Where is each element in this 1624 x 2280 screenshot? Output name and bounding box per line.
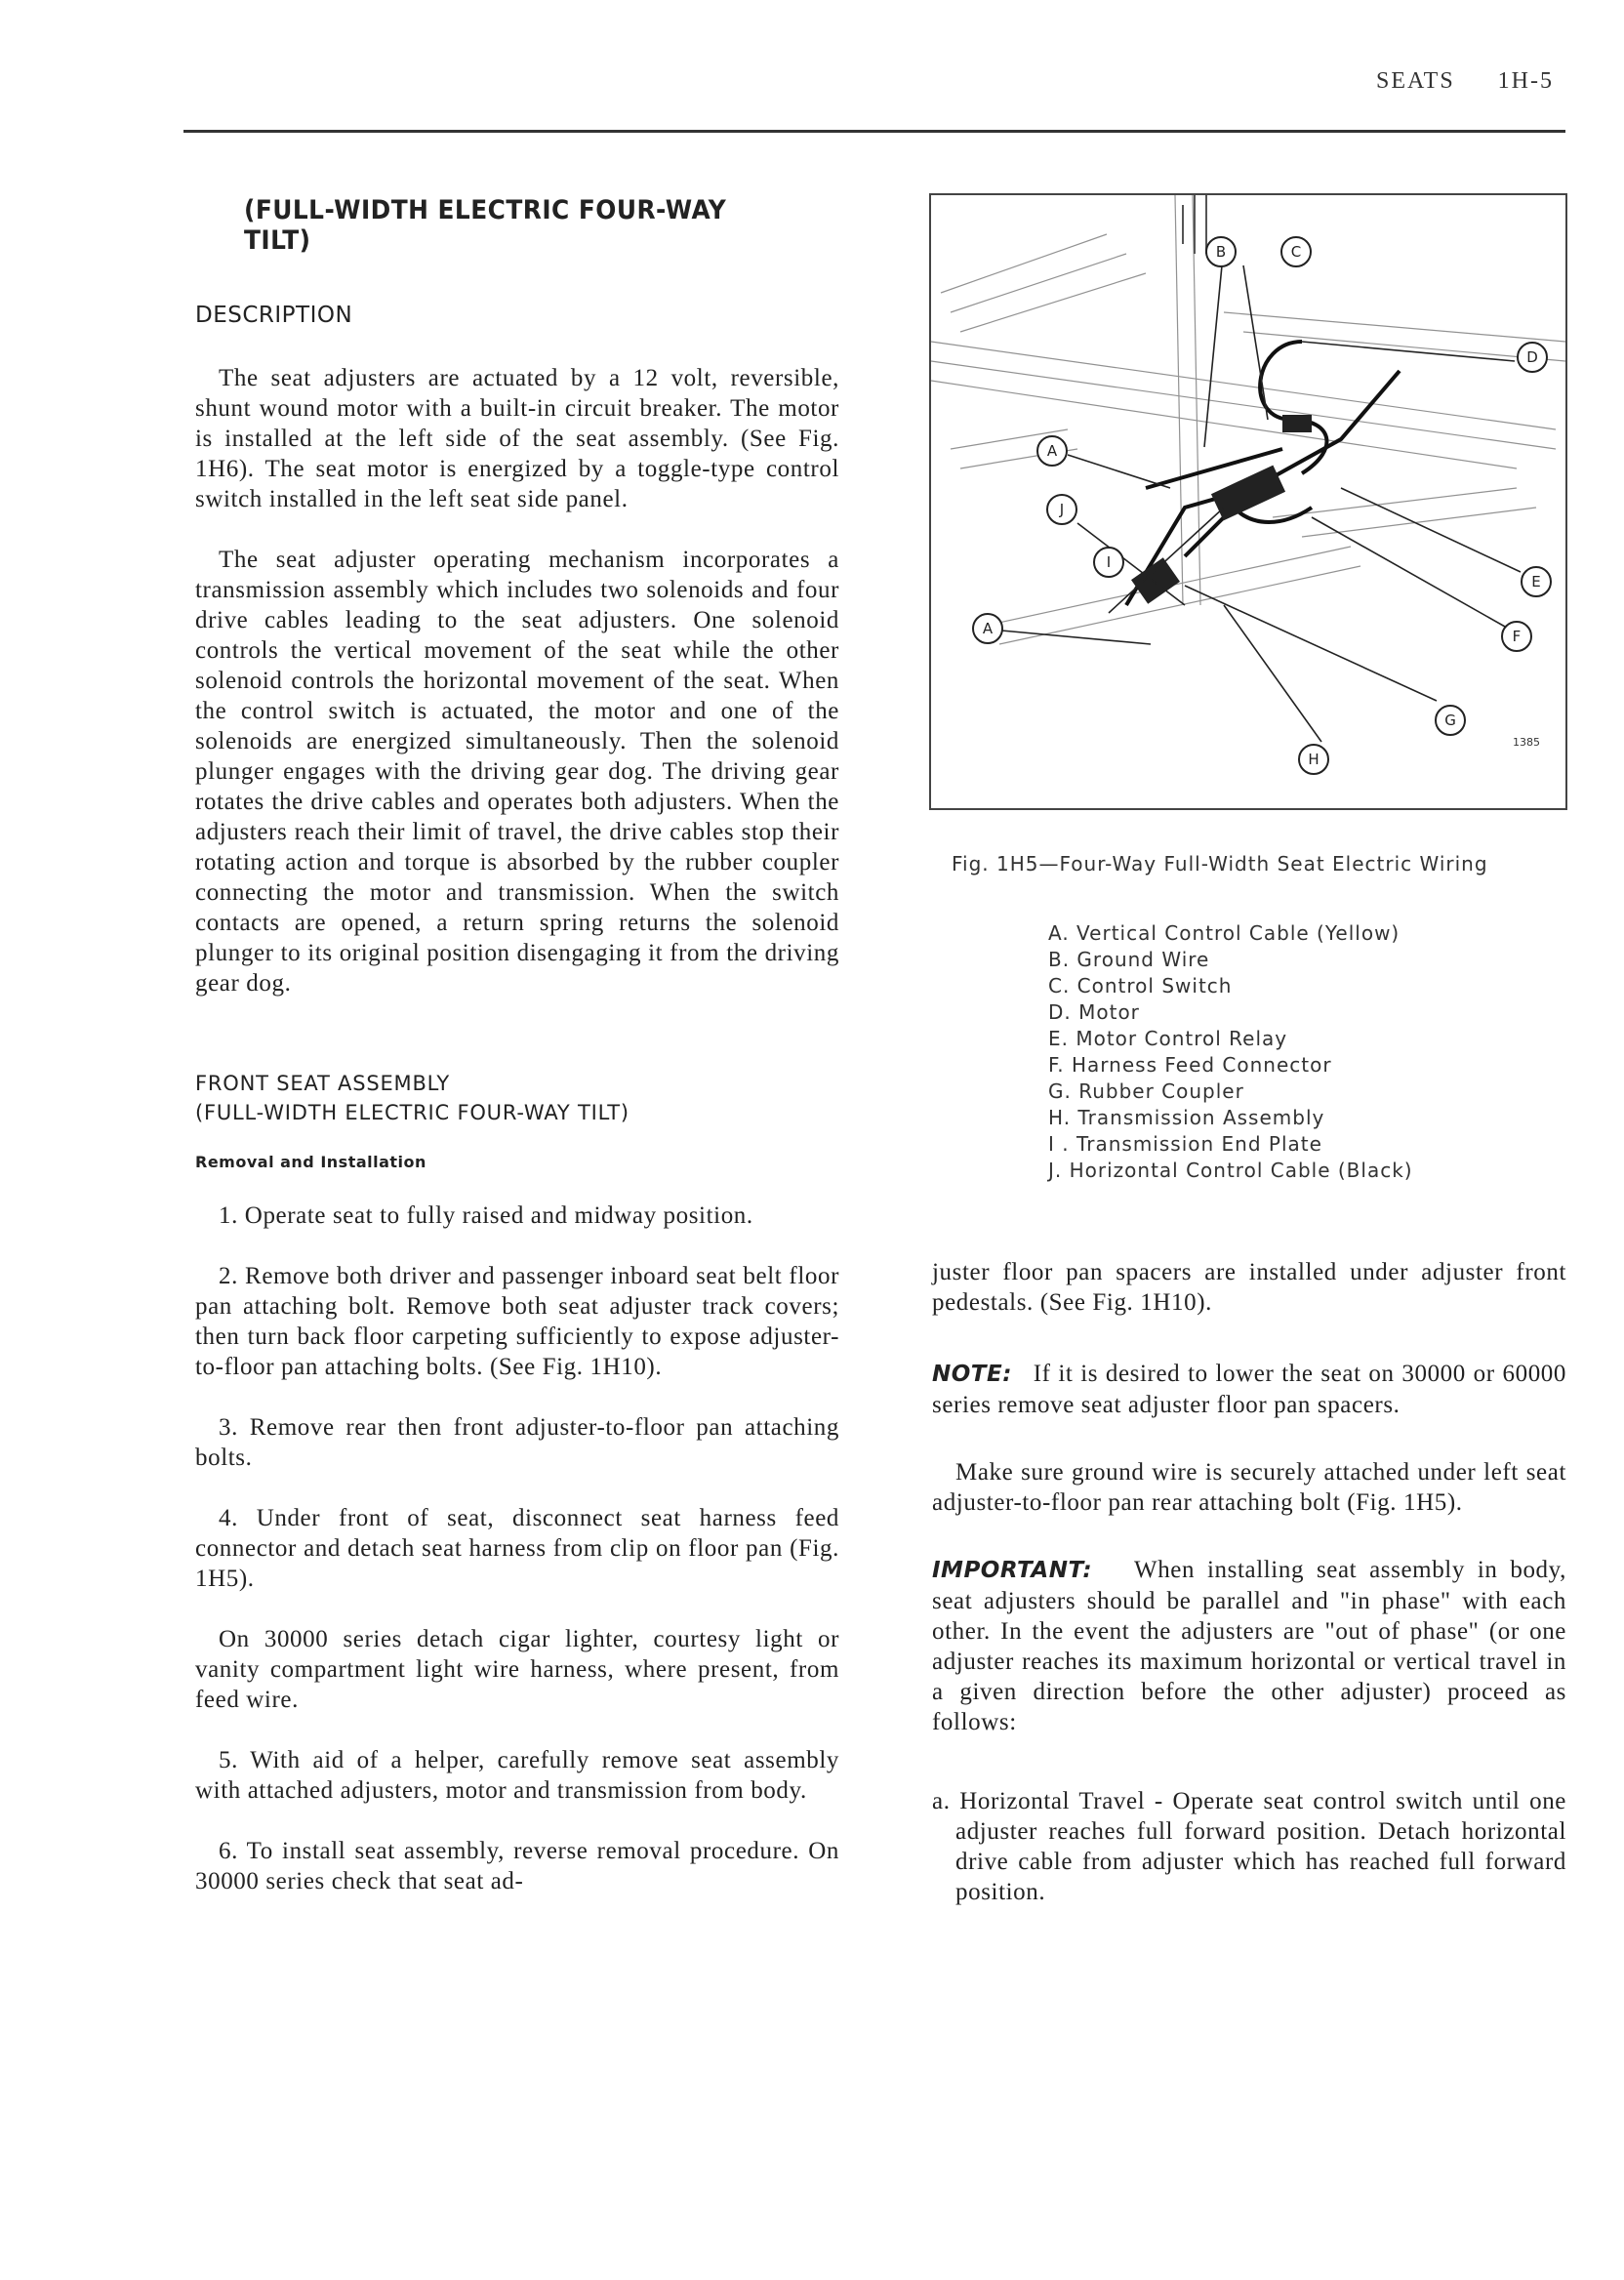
callout-H: H — [1308, 751, 1320, 768]
removal-steps — [195, 1201, 839, 1896]
figure-caption: Fig. 1H5—Four-Way Full-Width Seat Electric Wiring — [952, 852, 1488, 875]
legend-item-j: J. Horizontal Control Cable (Black) — [1048, 1159, 1413, 1182]
step-4-note: On 30000 series detach cigar lighter, courtesy light or vanity compartment light wire harness, where present, from feed wire. — [195, 1626, 839, 1713]
left-column — [195, 195, 839, 1927]
callout-A-lower: A — [982, 620, 994, 637]
running-header — [1376, 68, 1554, 95]
header-page-number: 1H-5 — [1497, 68, 1554, 94]
important-paragraph — [932, 1555, 1566, 1737]
step-6: 6. To install seat assembly, reverse removal procedure. On 30000 series check that seat ad- — [195, 1838, 839, 1894]
step-3: 3. Remove rear then front adjuster-to-floor pan attaching bolts. — [195, 1414, 839, 1471]
callout-E: E — [1531, 573, 1541, 590]
legend-item-g: G. Rubber Coupler — [1048, 1079, 1244, 1103]
callout-G: G — [1444, 712, 1456, 729]
legend-item-i: I . Transmission End Plate — [1048, 1132, 1322, 1156]
figure-legend — [1048, 920, 1413, 1184]
wiring-illustration — [931, 195, 1565, 808]
step-5: 5. With aid of a helper, carefully remove seat assembly with attached adjusters, motor and transmission from body. — [195, 1747, 839, 1804]
step-4: 4. Under front of seat, disconnect seat harness feed connector and detach seat harness from clip on floor pan (Fig. 1H5). — [195, 1505, 839, 1592]
important-text: When installing seat assembly in body, seat adjusters should be parallel and "in phase" with each other. In the event the adjusters are "out of phase" (or one adjuster reaches its maximum horizontal or vertical travel in a given direction before the other adjuster) proceed as follows: — [932, 1557, 1566, 1735]
continued-paragraph: juster floor pan spacers are installed under adjuster front pedestals. (See Fig. 1H10). — [932, 1259, 1566, 1316]
legend-item-b: B. Ground Wire — [1048, 948, 1210, 971]
header-section: SEATS — [1375, 68, 1455, 94]
description-paragraph-1: The seat adjusters are actuated by a 12 volt, reversible, shunt wound motor with a built-in circuit breaker. The motor is installed at the left side of the seat assembly. (See Fig. 1H6). The seat motor is energized by a toggle-type control switch installed in the left seat side panel. — [195, 365, 839, 512]
removal-heading: Removal and Installation — [195, 1153, 426, 1171]
section-title: (FULL-WIDTH ELECTRIC FOUR-WAY TILT) — [244, 195, 727, 256]
figure-wiring-diagram — [929, 193, 1567, 810]
right-column — [932, 1257, 1566, 1937]
assembly-subheading: (FULL-WIDTH ELECTRIC FOUR-WAY TILT) — [195, 1101, 629, 1124]
legend-item-e: E. Motor Control Relay — [1048, 1027, 1288, 1050]
callout-A-upper: A — [1046, 442, 1058, 460]
description-paragraph-2: The seat adjuster operating mechanism incorporates a transmission assembly which includes two solenoids and four drive cables leading to the seat adjusters. One solenoid controls the vertical movement of the seat while the other solenoid controls the horizontal movement of the seat. When the control switch is actuated, the motor and one of the solenoids are energized simultaneously. Then the solenoid plunger engages with the driving gear dog. The driving gear rotates the drive cables and operates both adjusters. When the adjusters reach their limit of travel, the drive cables stop their rotating action and torque is absorbed by the rubber coupler connecting the motor and transmission. When the switch contacts are opened, a return spring returns the solenoid plunger to its original position disengaging it from the driving gear dog. — [195, 547, 839, 997]
step-1: 1. Operate seat to fully raised and midway position. — [219, 1202, 753, 1229]
note-text: If it is desired to lower the seat on 30000 or 60000 series remove seat adjuster floor pan spacers. — [932, 1361, 1566, 1418]
callout-B: B — [1215, 243, 1227, 261]
note-label: NOTE: — [932, 1362, 1012, 1387]
important-label: IMPORTANT: — [932, 1558, 1093, 1583]
header-rule — [183, 130, 1565, 133]
legend-item-a: A. Vertical Control Cable (Yellow) — [1048, 921, 1401, 945]
figure-number-label: 1385 — [1513, 736, 1540, 749]
callout-C: C — [1290, 243, 1302, 261]
callout-I: I — [1106, 553, 1112, 571]
assembly-heading: FRONT SEAT ASSEMBLY — [195, 1072, 451, 1095]
legend-item-h: H. Transmission Assembly — [1048, 1106, 1325, 1129]
callout-F: F — [1512, 628, 1522, 645]
legend-item-f: F. Harness Feed Connector — [1048, 1053, 1332, 1077]
legend-item-d: D. Motor — [1048, 1000, 1140, 1024]
step-2: 2. Remove both driver and passenger inboard seat belt floor pan attaching bolt. Remove both seat adjuster track covers; then turn back floor carpeting sufficiently to expose adjuster-to-floor pan attaching bolts. (See Fig. 1H10). — [195, 1263, 839, 1380]
legend-item-c: C. Control Switch — [1048, 974, 1233, 998]
callout-J: J — [1059, 501, 1065, 518]
ground-wire-paragraph: Make sure ground wire is securely attached under left seat adjuster-to-floor pan rear attaching bolt (Fig. 1H5). — [932, 1459, 1566, 1516]
callout-D: D — [1526, 348, 1538, 366]
note-paragraph — [932, 1359, 1566, 1420]
step-a-horizontal-travel: a. Horizontal Travel - Operate seat control switch until one adjuster reaches full forward position. Detach horizontal drive cable from adjuster which has reached full forward position. — [932, 1788, 1566, 1905]
description-heading: DESCRIPTION — [195, 303, 353, 328]
